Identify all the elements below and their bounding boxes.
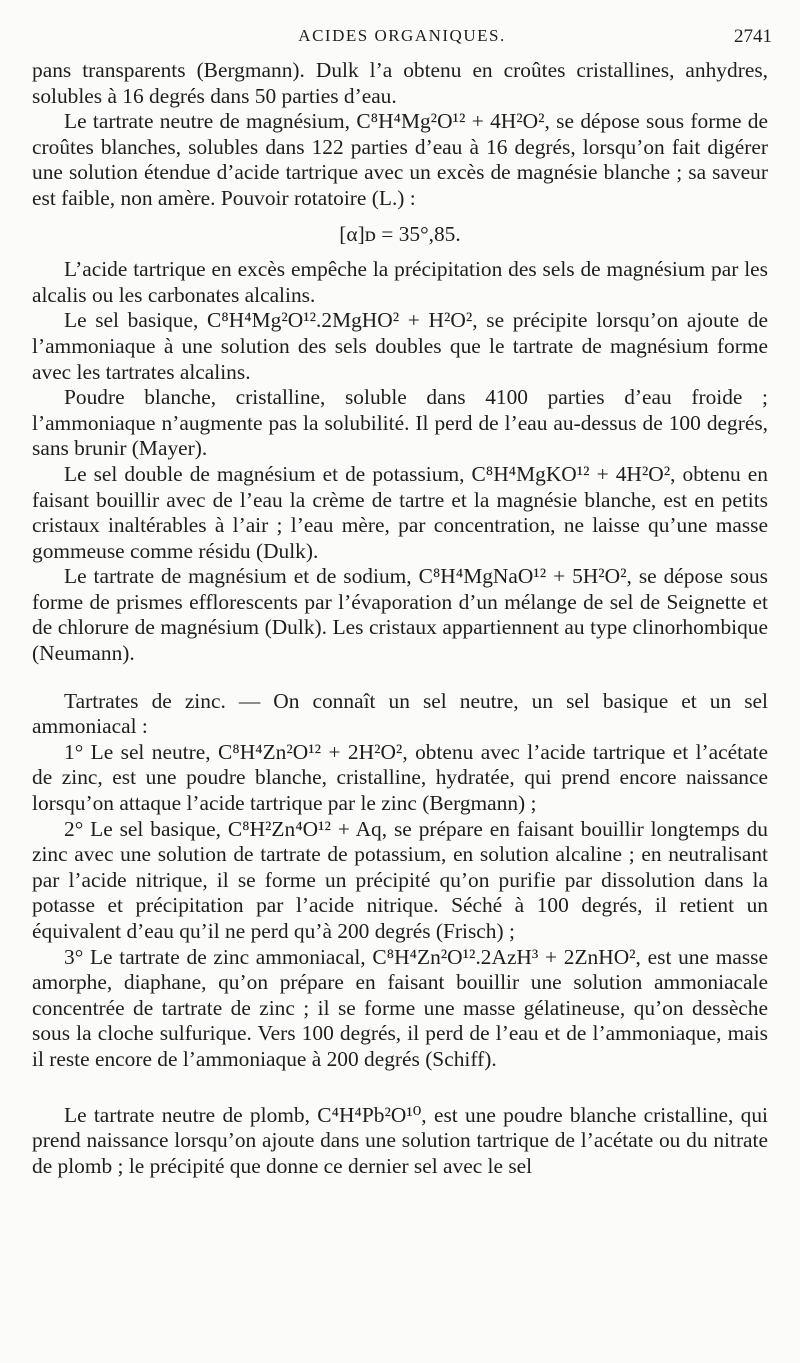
page-header (32, 26, 772, 50)
page-body (32, 58, 768, 1179)
rotatory-power-formula: [α]ᴅ = 35°,85. (339, 221, 461, 246)
running-title: ACIDES ORGANIQUES. (298, 26, 506, 45)
page-number: 2741 (734, 26, 772, 47)
paragraph-zinc-sel-basique: 2° Le sel basique, C⁸H²Zn⁴O¹² + Aq, se prépare en faisant bouillir longtemps du zinc avec une solution de tartrate de potassium, en solution alcaline ; en neutralisant par l’acide nitrique, il se forme un précipité qu’on purifie par dissolution dans la potasse et précipitation par l’acide nitrique. Séché à 100 degrés, il retient un équivalent d’eau qu’il ne perd qu’à 200 degrés (Frisch) ; (32, 816, 768, 943)
paragraph-sel-basique: Le sel basique, C⁸H⁴Mg²O¹².2MgHO² + H²O², se précipite lorsqu’on ajoute de l’ammoniaque à une solution des sels doubles que le tartrate de magnésium forme avec les tartrates alcalins. (32, 308, 768, 384)
paragraph-zinc-ammoniacal: 3° Le tartrate de zinc ammoniacal, C⁸H⁴Zn²O¹².2AzH³ + 2ZnHO², est une masse amorphe, diaphane, qu’on prépare en faisant bouillir une solution ammoniacale concentrée de tartrate de zinc ; il se forme une masse gélatineuse, qu’on dessèche sous la cloche sulfurique. Vers 100 degrés, il perd de l’eau et de l’ammoniaque, mais il reste encore de l’ammoniaque à 200 degrés (Schiff). (32, 944, 768, 1071)
paragraph-poudre-blanche: Poudre blanche, cristalline, soluble dans 4100 parties d’eau froide ; l’ammoniaque n’augmente pas la solubilité. Il perd de l’eau au-dessus de 100 degrés, sans brunir (Mayer). (32, 385, 768, 461)
section-gap (32, 1073, 768, 1103)
paragraph-continuation: pans transparents (Bergmann). Dulk l’a obtenu en croûtes cristallines, anhydres, solubles à 16 degrés dans 50 parties d’eau. (32, 58, 768, 108)
paragraph-tartrate-sodium: Le tartrate de magnésium et de sodium, C⁸H⁴MgNaO¹² + 5H²O², se dépose sous forme de prismes efflorescents par l’évaporation d’un mélange de sel de Seignette et de chlorure de magnésium (Dulk). Les cristaux appartiennent au type clinorhombique (Neumann). (32, 564, 768, 666)
paragraph-tartrate-neutre-magnesium: Le tartrate neutre de magnésium, C⁸H⁴Mg²O¹² + 4H²O², se dépose sous forme de croûtes blanches, solubles dans 122 parties d’eau à 16 degrés, lorsqu’on fait digérer une solution étendue d’acide tartrique avec un excès de magnésie blanche ; sa saveur est faible, non amère. Pouvoir rotatoire (L.) : (32, 109, 768, 210)
paragraph-tartrate-plomb: Le tartrate neutre de plomb, C⁴H⁴Pb²O¹⁰, est une poudre blanche cristalline, qui prend naissance lorsqu’on ajoute dans une solution tartrique de l’acétate ou du nitrate de plomb ; le précipité que donne ce dernier sel avec le sel (32, 1102, 768, 1178)
paragraph-zinc-sel-neutre: 1° Le sel neutre, C⁸H⁴Zn²O¹² + 2H²O², obtenu avec l’acide tartrique et l’acétate de zinc, est une poudre blanche, cristalline, hydratée, qui prend encore naissance lorsqu’on attaque l’acide tartrique par le zinc (Bergmann) ; (32, 739, 768, 816)
paragraph-sel-double-potassium: Le sel double de magnésium et de potassium, C⁸H⁴MgKO¹² + 4H²O², obtenu en faisant bouillir avec de l’eau la crème de tartre et la magnésie blanche, est en petits cristaux inaltérables à l’air ; l’eau mère, par concentration, ne laisse qu’une masse gommeuse comme résidu (Dulk). (32, 461, 768, 563)
section-heading-tartrates-zinc: Tartrates de zinc. — On connaît un sel neutre, un sel basique et un sel ammoniacal : (32, 688, 768, 739)
paragraph-acide-exces: L’acide tartrique en excès empêche la précipitation des sels de magnésium par les alcalis ou les carbonates alcalins. (32, 257, 768, 307)
section-gap (32, 667, 768, 689)
